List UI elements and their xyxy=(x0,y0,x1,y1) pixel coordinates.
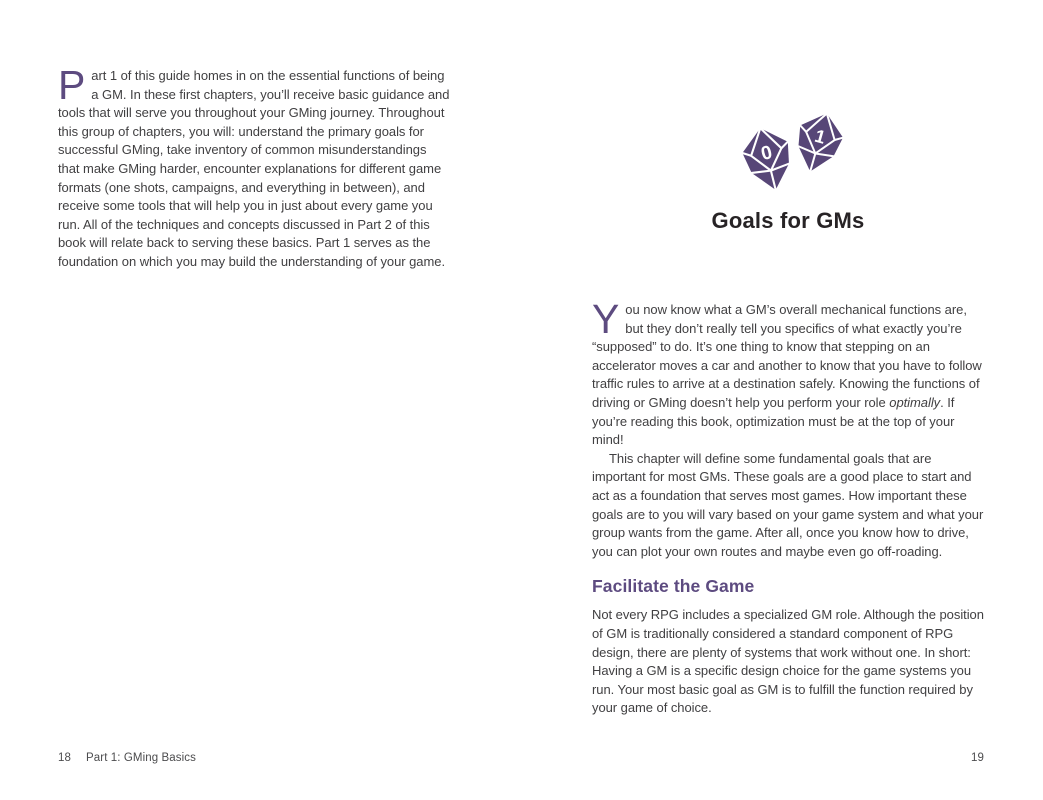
page-number-right: 19 xyxy=(971,752,984,764)
page-number-left: 18 xyxy=(58,752,71,764)
die-face-value: 1 xyxy=(812,124,829,148)
dropcap-letter: Y xyxy=(592,296,620,342)
footer-section-label: Part 1: GMing Basics xyxy=(86,752,197,764)
section-heading: Facilitate the Game xyxy=(592,576,755,597)
left-footer xyxy=(58,752,196,764)
right-footer xyxy=(971,752,984,764)
chapter-paragraph xyxy=(592,296,984,450)
intro-paragraph xyxy=(58,62,451,272)
paragraph-text: . If you’re reading this book, optimization must be at the top of your mind! xyxy=(592,394,955,448)
italic-word: optimally xyxy=(889,394,941,410)
chapter-paragraph: This chapter will define some fundamental goals that are important for most GMs. These goals are a good place to start and act as a foundation that serves most games. How important these goals are to you will vary based on your game system and what your group wants from the game. After all, once you know how to drive, you can plot your own routes and maybe even go off-roading. xyxy=(592,450,984,559)
die-face-value: 0 xyxy=(758,142,775,166)
dropcap-letter: P xyxy=(58,62,86,108)
right-page-body xyxy=(592,296,984,718)
paragraph-text: ou now know what a GM’s overall mechanical functions are, but they don’t really tell you specifics of what exactly you’re “supposed” to do. It’s one thing to know that stepping on an accelerator moves a car and another to know that you have to follow traffic rules to arrive at a destination safely. Knowing the functions of driving or GMing doesn’t help you perform your role xyxy=(592,302,982,410)
intro-text: art 1 of this guide homes in on the essential functions of being a GM. In these first chapters, you’ll receive basic guidance and tools that will serve you throughout your GMing journey. Throughout this group of chapters, you will: understand the primary goals for successful GMing, take inventory of common misunderstandings that make GMing harder, encounter explanations for different game formats (one shots, campaigns, and everything in between), and receive some tools that will help you in just about every game you run. All of the techniques and concepts discussed in Part 2 of this book will relate back to serving these basics. Part 1 serves as the foundation on which you may build the understanding of your game. xyxy=(58,68,450,269)
chapter-paragraph: Not every RPG includes a specialized GM role. Although the position of GM is traditionally considered a standard component of RPG design, there are plenty of systems that work without one. In short: Having a GM is a specific design choice for the game systems you run. Your most basic goal as GM is to fulfill the function required by your game of choice. xyxy=(592,607,984,716)
left-page xyxy=(58,62,451,272)
chapter-dice xyxy=(592,110,984,202)
chapter-title: Goals for GMs xyxy=(711,208,865,233)
